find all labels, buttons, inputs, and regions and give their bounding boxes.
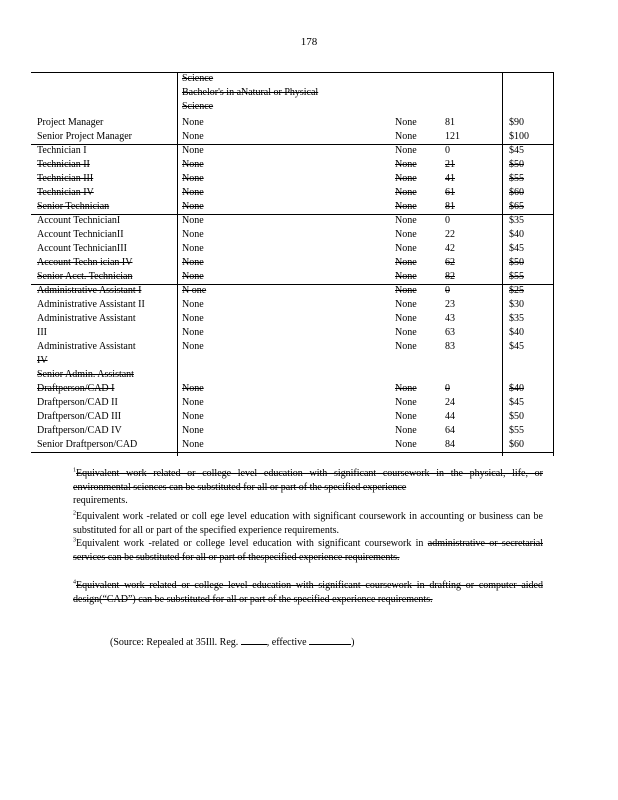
row-experience: None	[395, 201, 417, 212]
row-experience: None	[395, 187, 417, 198]
row-education: None	[182, 117, 204, 128]
row-months: 22	[445, 229, 455, 240]
row-education: None	[182, 159, 204, 170]
row-experience: None	[395, 299, 417, 310]
row-job-title: Draftperson/CAD III	[37, 411, 122, 422]
row-education: None	[182, 299, 204, 310]
table-column-rule	[502, 72, 503, 456]
row-months: 63	[445, 327, 455, 338]
row-rate: $55	[509, 271, 524, 282]
row-experience: None	[395, 397, 417, 408]
row-experience: None	[395, 327, 417, 338]
row-job-title: Technician II	[37, 159, 90, 170]
source-note	[110, 636, 354, 648]
row-education: None	[182, 425, 204, 436]
row-months: 42	[445, 243, 455, 254]
row-education: None	[182, 397, 204, 408]
row-months: 61	[445, 187, 455, 198]
table-rule	[31, 144, 553, 145]
row-job-title: Administrative Assistant I	[37, 285, 142, 296]
footnote-3-text: Equivalent work -related or college level education with significant coursework in	[76, 538, 424, 549]
row-job-title: Account Techn ician IV	[37, 257, 133, 268]
row-job-title: Administrative Assistant	[37, 341, 136, 352]
row-months: 41	[445, 173, 455, 184]
row-experience: None	[395, 131, 417, 142]
row-job-title: Draftperson/CAD IV	[37, 425, 122, 436]
row-education: None	[182, 313, 204, 324]
row-experience: None	[395, 257, 417, 268]
header-line-1: Science	[182, 73, 214, 84]
source-middle: , effective	[266, 637, 307, 648]
footnote-2	[73, 510, 543, 537]
row-rate: $50	[509, 411, 524, 422]
footnote-2-text: Equivalent work -related or coll ege level education with significant coursework in accounting or business can be substituted for all or part of the specified experience requirements.	[73, 511, 543, 536]
row-months: 0	[445, 285, 450, 296]
row-job-title: Project Manager	[37, 117, 104, 128]
effective-blank	[309, 636, 351, 645]
footnote-3-mark: 3	[73, 537, 76, 544]
row-rate: $55	[509, 173, 524, 184]
row-education: None	[182, 173, 204, 184]
row-job-title: Senior Draftperson/CAD	[37, 439, 138, 450]
row-rate: $40	[509, 327, 524, 338]
row-education: None	[182, 229, 204, 240]
footnote-2-mark: 2	[73, 510, 76, 517]
row-rate: $45	[509, 341, 524, 352]
row-rate: $35	[509, 313, 524, 324]
row-months: 21	[445, 159, 455, 170]
row-months: 82	[445, 271, 455, 282]
row-rate: $90	[509, 117, 524, 128]
row-experience: None	[395, 271, 417, 282]
row-rate: $30	[509, 299, 524, 310]
row-months: 83	[445, 341, 455, 352]
row-months: 64	[445, 425, 455, 436]
row-education: None	[182, 327, 204, 338]
row-experience: None	[395, 439, 417, 450]
row-experience: None	[395, 145, 417, 156]
header-line-3: Science	[182, 101, 214, 112]
row-months: 62	[445, 257, 455, 268]
table-rule	[31, 284, 553, 285]
page-number: 178	[300, 36, 318, 48]
row-job-title: Senior Project Manager	[37, 131, 132, 142]
source-suffix: )	[351, 637, 355, 648]
row-job-title: Senior Acct. Technician	[37, 271, 133, 282]
footnote-4	[73, 579, 543, 606]
table-column-rule	[177, 72, 178, 456]
row-job-title: IV	[37, 355, 48, 366]
table-rule	[31, 214, 553, 215]
row-months: 23	[445, 299, 455, 310]
footnote-4-text: Equivalent work related or college level education with significant coursework in drafting or computer aided design(“CAD”) can be substituted for all or part of the specified experience requirements.	[73, 580, 543, 605]
footnote-3-struck: administrative or secretarial services can be substituted for all or part of thespecified experience requirements.	[73, 538, 543, 563]
footnote-3	[73, 537, 543, 564]
row-experience: None	[395, 173, 417, 184]
reg-blank	[241, 636, 267, 645]
row-job-title: Administrative Assistant	[37, 313, 136, 324]
header-line-2: Bachelor's in aNatural or Physical	[182, 87, 319, 98]
row-job-title: Senior Admin. Assistant	[37, 369, 134, 380]
row-months: 24	[445, 397, 455, 408]
row-months: 0	[445, 383, 450, 394]
row-job-title: III	[37, 327, 47, 338]
row-education: None	[182, 257, 204, 268]
row-rate: $40	[509, 229, 524, 240]
row-experience: None	[395, 229, 417, 240]
row-job-title: Senior Technician	[37, 201, 110, 212]
row-rate: $35	[509, 215, 524, 226]
row-job-title: Draftperson/CAD I	[37, 383, 115, 394]
row-job-title: Technician IV	[37, 187, 94, 198]
row-rate: $50	[509, 257, 524, 268]
row-education: N one	[182, 285, 207, 296]
row-rate: $100	[509, 131, 529, 142]
table-rule	[31, 452, 553, 453]
row-education: None	[182, 383, 204, 394]
row-months: 84	[445, 439, 455, 450]
row-education: None	[182, 271, 204, 282]
row-experience: None	[395, 215, 417, 226]
row-months: 81	[445, 201, 455, 212]
table-rule	[31, 72, 553, 73]
footnote-1-mark: 1	[73, 467, 76, 474]
row-rate: $60	[509, 439, 524, 450]
row-education: None	[182, 341, 204, 352]
row-rate: $55	[509, 425, 524, 436]
row-months: 43	[445, 313, 455, 324]
row-job-title: Technician III	[37, 173, 94, 184]
row-months: 0	[445, 215, 450, 226]
row-education: None	[182, 187, 204, 198]
row-experience: None	[395, 341, 417, 352]
row-experience: None	[395, 243, 417, 254]
row-experience: None	[395, 159, 417, 170]
row-experience: None	[395, 313, 417, 324]
footnote-1	[73, 467, 543, 508]
table-column-rule	[553, 72, 554, 456]
row-job-title: Draftperson/CAD II	[37, 397, 118, 408]
row-rate: $50	[509, 159, 524, 170]
row-months: 121	[445, 131, 460, 142]
row-job-title: Account TechnicianIII	[37, 243, 127, 254]
row-rate: $65	[509, 201, 524, 212]
source-prefix: (Source: Repealed at 35Ill. Reg.	[110, 637, 239, 648]
row-education: None	[182, 145, 204, 156]
row-experience: None	[395, 383, 417, 394]
row-experience: None	[395, 117, 417, 128]
row-rate: $60	[509, 187, 524, 198]
row-experience: None	[395, 425, 417, 436]
row-experience: None	[395, 285, 417, 296]
row-education: None	[182, 215, 204, 226]
row-rate: $40	[509, 383, 524, 394]
footnote-4-mark: 4	[73, 579, 76, 586]
row-rate: $45	[509, 145, 524, 156]
row-months: 0	[445, 145, 450, 156]
row-education: None	[182, 131, 204, 142]
row-months: 81	[445, 117, 455, 128]
row-rate: $45	[509, 243, 524, 254]
row-job-title: Technician I	[37, 145, 87, 156]
row-education: None	[182, 201, 204, 212]
footnote-1-text: Equivalent work related or college level education with significant coursework in the physical, life, or environmental sciences can be substituted for all or part of the specified experience	[73, 468, 543, 493]
row-experience: None	[395, 411, 417, 422]
row-job-title: Administrative Assistant II	[37, 299, 145, 310]
row-rate: $25	[509, 285, 524, 296]
row-education: None	[182, 243, 204, 254]
footnote-1-tail: requirements.	[73, 495, 128, 506]
row-job-title: Account TechnicianII	[37, 229, 124, 240]
row-rate: $45	[509, 397, 524, 408]
row-education: None	[182, 439, 204, 450]
row-education: None	[182, 411, 204, 422]
row-months: 44	[445, 411, 455, 422]
row-job-title: Account TechnicianI	[37, 215, 121, 226]
